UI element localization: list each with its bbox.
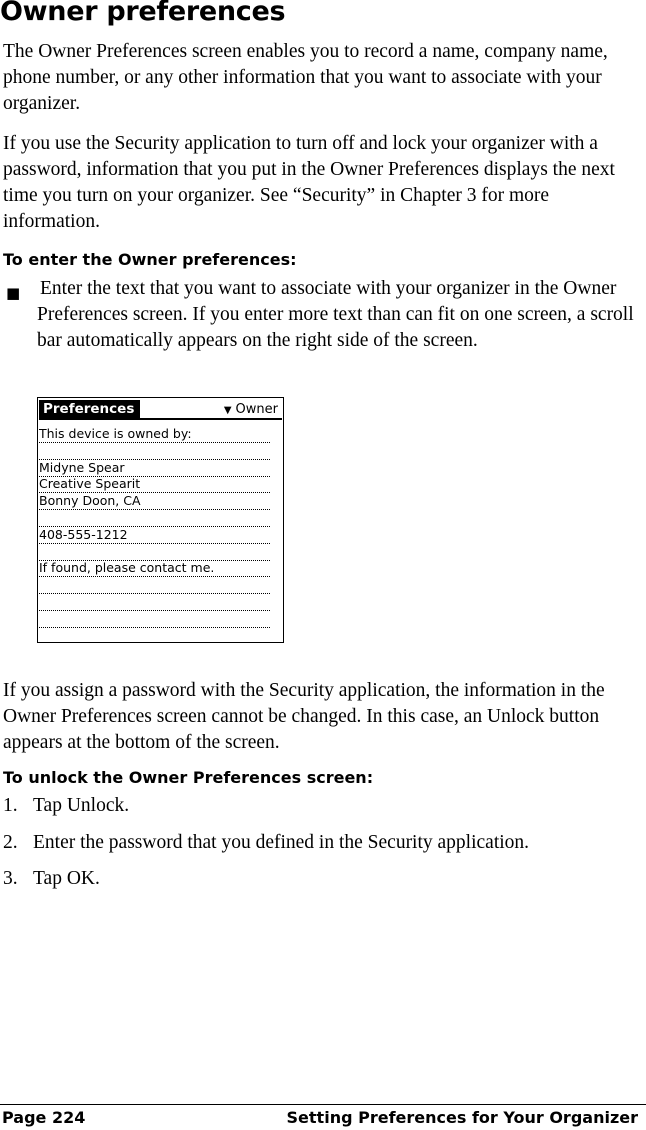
security-note-paragraph: If you use the Security application to turn off and lock your organizer with a password, information that you put in the Owner Preferences displays the next time you turn on your organizer. See “Security” in Chapter 3 for more information. [3, 133, 615, 232]
preferences-category-picker[interactable] [224, 400, 278, 420]
owner-text-line[interactable] [39, 544, 270, 561]
owner-text-line[interactable]: Bonny Doon, CA [39, 493, 270, 510]
password-note-paragraph: If you assign a password with the Security application, the information in the Owner Preferences screen cannot be changed. In this case, an Unlock button appears at the bottom of the screen. [3, 680, 605, 753]
owner-text-line[interactable]: Creative Spearit [39, 476, 270, 493]
owner-text-line[interactable] [39, 594, 270, 611]
owner-text-line[interactable]: If found, please contact me. [39, 560, 270, 577]
footer-chapter-title: Setting Preferences for Your Organizer [286, 1108, 638, 1127]
page-heading: Owner preferences [0, 0, 286, 27]
footer-page-number: Page 224 [2, 1108, 86, 1127]
step-number: 2. [3, 832, 18, 853]
step-text: Tap Unlock. [33, 795, 130, 816]
owner-text-line[interactable] [39, 611, 270, 628]
footer-rule [0, 1104, 646, 1105]
category-label: Owner [235, 402, 278, 417]
owner-text-line[interactable]: This device is owned by: [39, 426, 270, 443]
step-number: 1. [3, 795, 18, 816]
owner-text-line[interactable] [39, 510, 270, 527]
bullet-instruction: Enter the text that you want to associate with your organizer in the Owner Preferences screen. If you enter more text than can fit on one screen, a scroll bar automatically appears on the right side of the screen. [37, 278, 634, 351]
enter-preferences-heading: To enter the Owner preferences: [3, 250, 297, 269]
owner-text-line[interactable] [39, 577, 270, 594]
intro-paragraph: The Owner Preferences screen enables you to record a name, company name, phone number, or any other information that you want to associate with your organizer. [3, 41, 608, 114]
device-title: Preferences [39, 400, 140, 419]
owner-text-line[interactable]: Midyne Spear [39, 460, 270, 477]
unlock-heading: To unlock the Owner Preferences screen: [3, 768, 374, 787]
step-number: 3. [3, 868, 18, 889]
step-text: Tap OK. [33, 868, 100, 889]
triangle-down-icon: ▼ [223, 405, 232, 416]
bullet-square-icon: ■ [6, 284, 21, 302]
owner-preferences-screen [37, 397, 284, 643]
owner-text-line[interactable] [39, 443, 270, 460]
owner-text-line[interactable]: 408-555-1212 [39, 527, 270, 544]
step-text: Enter the password that you defined in the Security application. [33, 832, 530, 853]
